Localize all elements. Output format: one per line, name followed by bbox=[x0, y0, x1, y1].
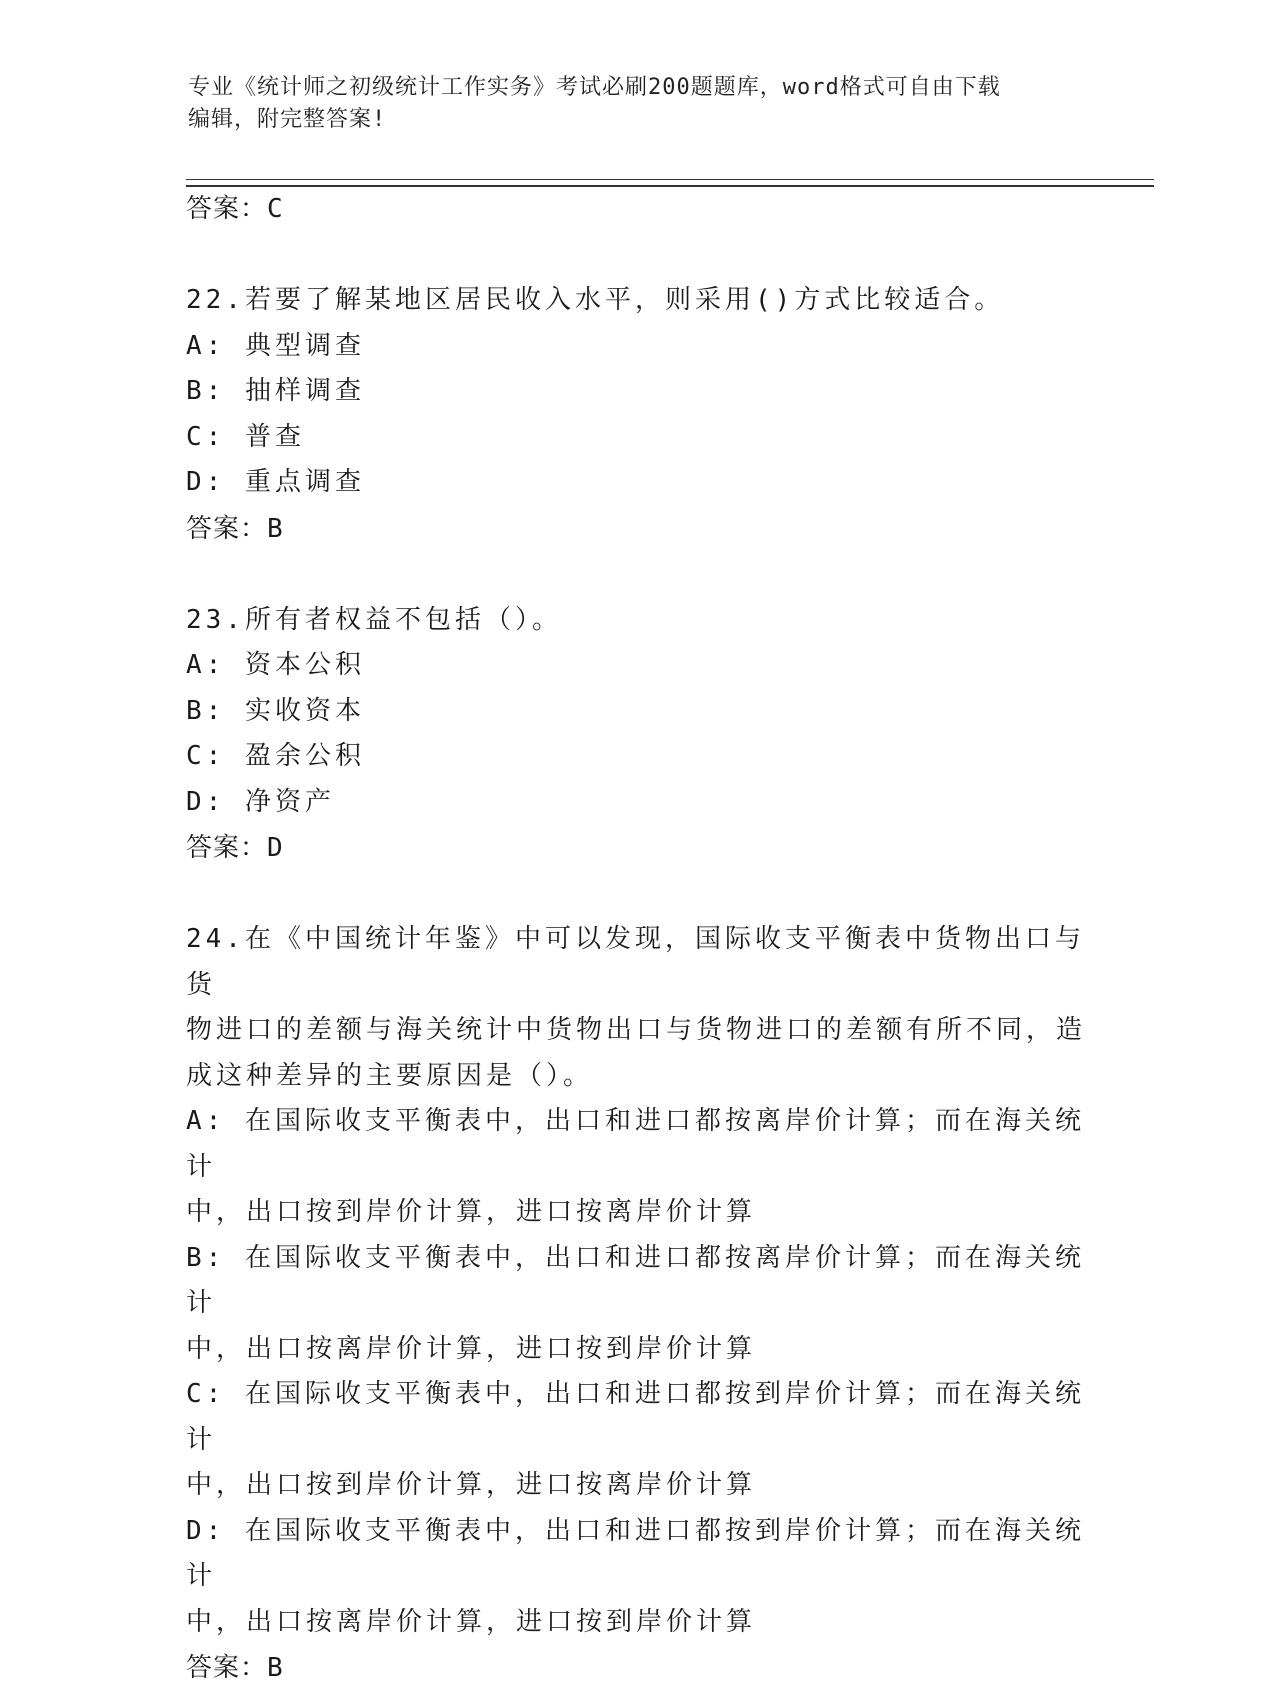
answer-line: 答案：B bbox=[186, 513, 284, 544]
option-b-line: B: 在国际收支平衡表中，出口和进口都按离岸价计算；而在海关统计 bbox=[186, 1242, 1085, 1318]
answer-line: 答案：D bbox=[186, 833, 284, 863]
document-header bbox=[188, 72, 1088, 136]
option-b: B: 抽样调查 bbox=[186, 376, 365, 406]
option-c-line: 中，出口按到岸价计算，进口按离岸价计算 bbox=[186, 1470, 757, 1500]
option-a: A: 资本公积 bbox=[186, 650, 365, 680]
question-24 bbox=[186, 917, 1086, 1691]
option-a-line: 中，出口按到岸价计算，进口按离岸价计算 bbox=[186, 1197, 757, 1227]
header-line: 编辑，附完整答案! bbox=[188, 107, 387, 132]
question-stem: 22.若要了解某地区居民收入水平，则采用()方式比较适合。 bbox=[186, 285, 1005, 315]
option-b-line: 中，出口按离岸价计算，进口按到岸价计算 bbox=[186, 1333, 757, 1364]
question-stem-line: 成这种差异的主要原因是（）。 bbox=[186, 1060, 594, 1091]
header-line: 专业《统计师之初级统计工作实务》考试必刷200题题库，word格式可自由下载 bbox=[188, 75, 1001, 100]
question-stem-line: 物进口的差额与海关统计中货物出口与货物进口的差额有所不同，造 bbox=[186, 1015, 1087, 1045]
option-d-line: D: 在国际收支平衡表中，出口和进口都按到岸价计算；而在海关统计 bbox=[186, 1515, 1085, 1591]
option-b: B: 实收资本 bbox=[186, 695, 365, 726]
question-stem-line: 24.在《中国统计年鉴》中可以发现，国际收支平衡表中货物出口与货 bbox=[186, 924, 1085, 1000]
answer-line: 答案：C bbox=[186, 194, 284, 224]
option-a: A: 典型调查 bbox=[186, 330, 365, 361]
option-d-line: 中，出口按离岸价计算，进口按到岸价计算 bbox=[186, 1606, 757, 1637]
question-23 bbox=[186, 598, 1086, 872]
option-a-line: A: 在国际收支平衡表中，出口和进口都按离岸价计算；而在海关统计 bbox=[186, 1106, 1085, 1182]
option-c-line: C: 在国际收支平衡表中，出口和进口都按到岸价计算；而在海关统计 bbox=[186, 1379, 1085, 1455]
question-list bbox=[186, 186, 1086, 1691]
option-c: C: 盈余公积 bbox=[186, 741, 365, 771]
question-22 bbox=[186, 278, 1086, 552]
option-c: C: 普查 bbox=[186, 421, 305, 452]
option-d: D: 重点调查 bbox=[186, 467, 365, 497]
answer-line: 答案：B bbox=[186, 1653, 284, 1683]
question-stem: 23.所有者权益不包括（）。 bbox=[186, 604, 562, 635]
option-d: D: 净资产 bbox=[186, 786, 335, 817]
